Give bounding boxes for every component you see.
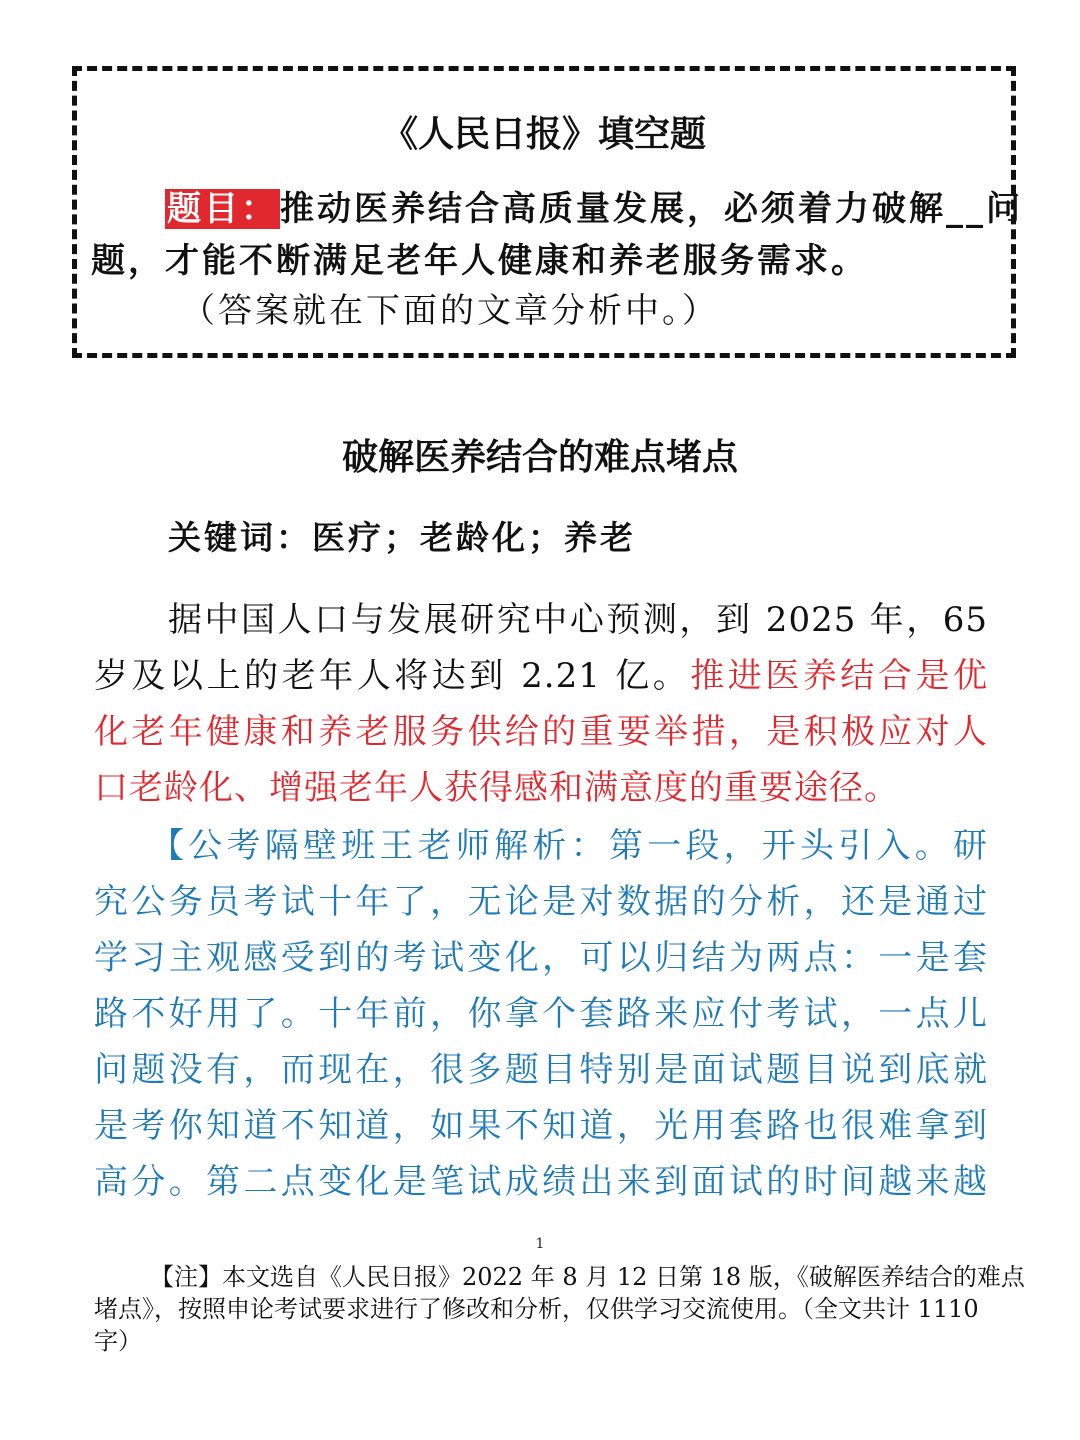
- paragraph-1-line-2: [94, 654, 988, 698]
- analysis-line-1: 【公考隔壁班王老师解析：第一段，开头引入。研: [150, 826, 988, 866]
- quiz-title: 《人民日报》填空题: [381, 114, 706, 155]
- analysis-line-6: 是考你知道不知道，如果不知道，光用套路也很难拿到: [94, 1106, 988, 1146]
- quiz-label: 题目：: [167, 189, 278, 229]
- page-number: 1: [535, 1236, 545, 1252]
- footnote-line-3: 字）: [94, 1327, 142, 1355]
- paragraph-1-line-2-black: 岁及以上的老年人将达到 2.21 亿。: [94, 656, 691, 696]
- footnote-line-1: 【注】本文选自《人民日报》2022 年 8 月 12 日第 18 版，《破解医养结合的难点: [150, 1263, 1025, 1291]
- analysis-line-2: 究公务员考试十年了，无论是对数据的分析，还是通过: [94, 882, 988, 922]
- analysis-line-7: 高分。第二点变化是笔试成绩出来到面试的时间越来越: [94, 1162, 988, 1202]
- analysis-line-3: 学习主观感受到的考试变化，可以归结为两点：一是套: [94, 938, 988, 978]
- quiz-hint: （答案就在下面的文章分析中。）: [181, 291, 719, 331]
- article-title: 破解医养结合的难点堵点: [341, 437, 738, 478]
- quiz-question-line-2: 题，才能不断满足老年人健康和养老服务需求。: [91, 241, 868, 281]
- quiz-question-line-1: [165, 187, 1023, 231]
- quiz-question-text-1: 推动医养结合高质量发展，必须着力破解__问: [280, 189, 1023, 229]
- keywords: 关键词：医疗；老龄化；养老: [168, 518, 636, 557]
- paragraph-1-line-3: 化老年健康和养老服务供给的重要举措，是积极应对人: [94, 712, 988, 752]
- footnote-line-2: 堵点》，按照申论考试要求进行了修改和分析，仅供学习交流使用。（全文共计 1110: [94, 1295, 979, 1323]
- quiz-box: [72, 66, 1023, 358]
- paragraph-1-line-4: 口老龄化、增强老年人获得感和满意度的重要途径。: [94, 768, 899, 808]
- paragraph-1-line-1: 据中国人口与发展研究中心预测，到 2025 年，65: [168, 600, 988, 640]
- analysis-line-4: 路不好用了。十年前，你拿个套路来应付考试，一点儿: [94, 994, 988, 1034]
- paragraph-1-line-2-red: 推进医养结合是优: [690, 656, 988, 696]
- analysis-line-5: 问题没有，而现在，很多题目特别是面试题目说到底就: [94, 1050, 988, 1090]
